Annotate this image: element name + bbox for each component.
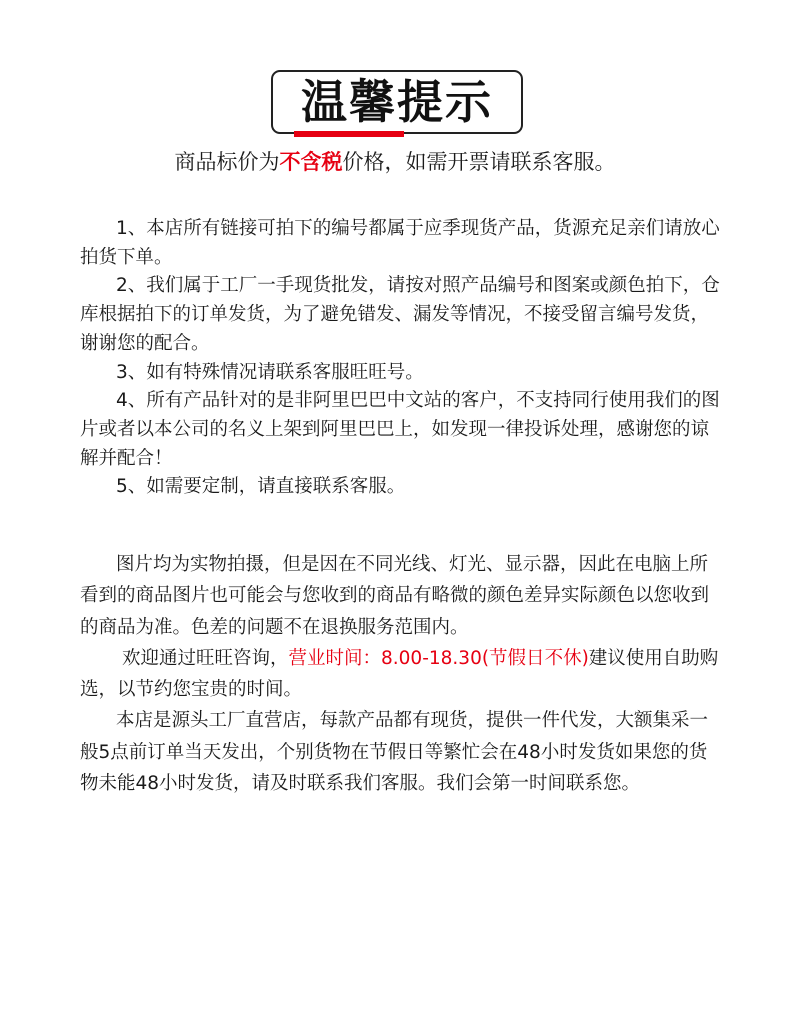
rule-item-1: 1、本店所有链接可拍下的编号都属于应季现货产品，货源充足亲们请放心拍货下单。 — [80, 218, 720, 268]
shipping-notice: 本店是源头工厂直营店，每款产品都有现货，提供一件代发，大额集采一般5点前订单当天发出，个别货物在节假日等繁忙会在48小时发货如果您的货物未能48小时发货，请及时联系我们客服。我们会第一时间联系您。 — [80, 710, 709, 795]
rule-item-4: 4、所有产品针对的是非阿里巴巴中文站的客户，不支持同行使用我们的图片或者以本公司的名义上架到阿里巴巴上，如发现一律投诉处理，感谢您的谅解并配合！ — [80, 390, 720, 469]
title-accent-bar — [294, 131, 404, 137]
consult-prefix: 欢迎通过旺旺咨询， — [122, 647, 289, 669]
rules-list — [80, 215, 720, 502]
tax-notice-highlight: 不含税 — [279, 150, 343, 174]
photo-notice: 图片均为实物拍摄，但是因在不同光线、灯光、显示器，因此在电脑上所看到的商品图片也可能会与您收到的商品有略微的颜色差异实际颜色以您收到的商品为准。色差的问题不在退换服务范围内。 — [80, 554, 710, 638]
title-box — [271, 70, 523, 134]
rule-item-3: 3、如有特殊情况请联系客服旺旺号。 — [116, 361, 424, 383]
page-title: 温馨提示 — [301, 75, 493, 129]
tax-notice-prefix: 商品标价为 — [174, 150, 280, 174]
business-hours: 营业时间：8.00-18.30(节假日不休) — [288, 647, 589, 669]
rule-item-2: 2、我们属于工厂一手现货批发，请按对照产品编号和图案或颜色拍下，仓库根据拍下的订单发货，为了避免错发、漏发等情况，不接受留言编号发货，谢谢您的配合。 — [80, 275, 720, 354]
tax-notice — [0, 146, 790, 178]
consult-suffix: 建议使用自助购选，以节约您宝贵的时间。 — [80, 647, 719, 701]
consult-notice — [80, 643, 720, 706]
notes-section — [80, 549, 720, 799]
tax-notice-suffix: 价格，如需开票请联系客服。 — [342, 150, 616, 174]
rule-item-5: 5、如需要定制，请直接联系客服。 — [116, 476, 406, 498]
